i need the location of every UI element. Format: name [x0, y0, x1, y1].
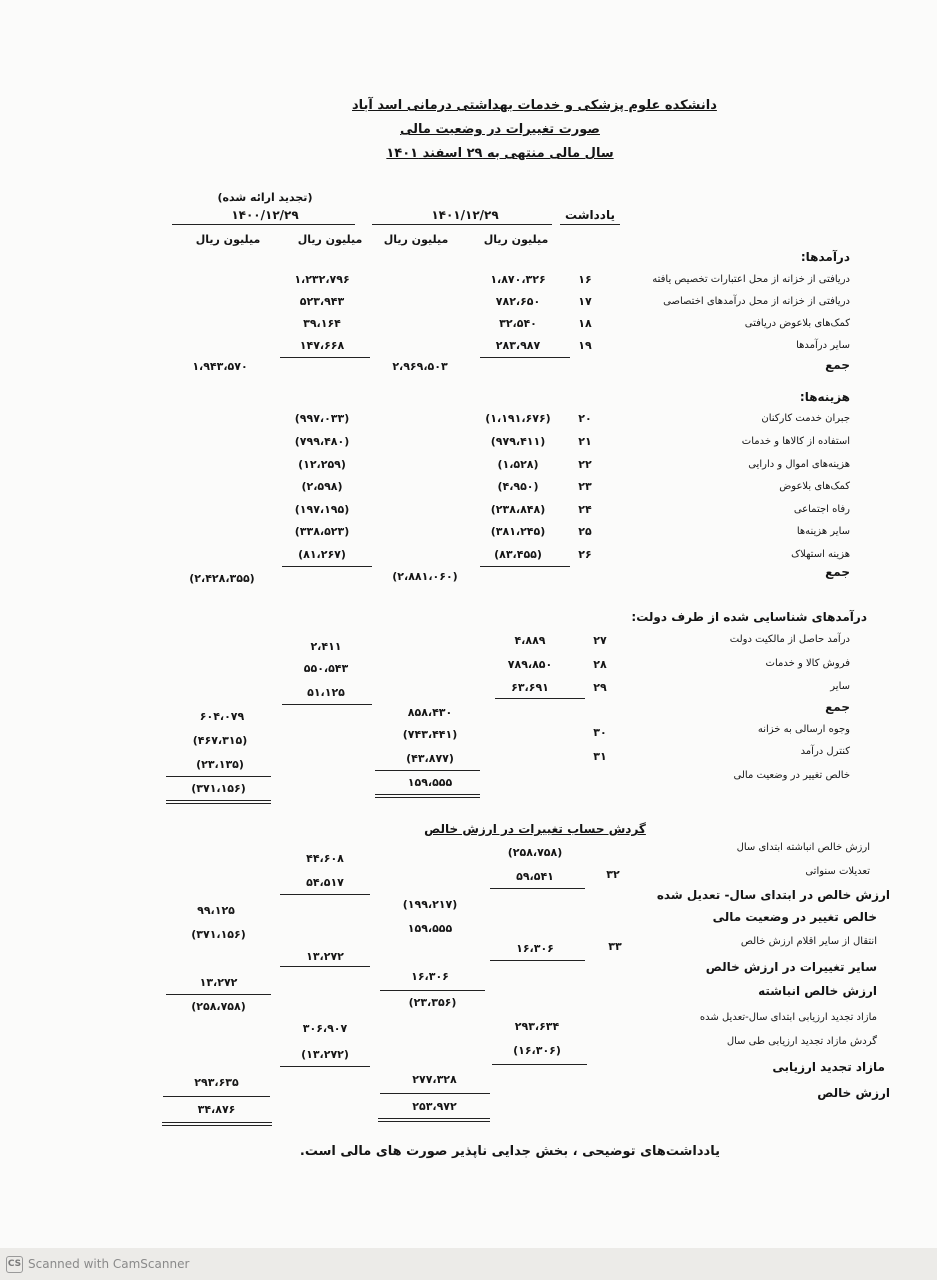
row-note: ۲۷ — [593, 634, 607, 647]
opening-cur-inner: (۲۵۸،۷۵۸) — [507, 846, 563, 859]
unit-prev-outer: میلیون ریال — [195, 233, 261, 246]
restated-label: (تجدید ارائه شده) — [217, 191, 313, 204]
reval-opening-prev-inner: ۳۰۶،۹۰۷ — [302, 1022, 348, 1035]
row-note: ۲۰ — [578, 412, 592, 425]
cur-inner-value: ۶۳،۶۹۱ — [511, 681, 549, 694]
expenses-total-prev: (۲،۴۲۸،۳۵۵) — [189, 572, 255, 585]
other-changes-prev: ۱۳،۲۷۲ — [199, 976, 238, 989]
transfer-items-cur-inner: ۱۶،۳۰۶ — [516, 942, 554, 955]
section-expenses: هزینه‌ها: — [799, 390, 850, 404]
reval-flow-cur-inner: (۱۶،۳۰۶) — [513, 1044, 561, 1057]
accumulated-label: ارزش خالص انباشته — [758, 984, 877, 998]
cur-outer-value: (۷۴۳،۴۴۱) — [402, 728, 458, 741]
row-note: ۱۷ — [578, 295, 592, 308]
row-note: ۱۹ — [578, 339, 592, 352]
reval-flow-prev-inner: (۱۳،۲۷۲) — [301, 1048, 349, 1061]
net-worth-section-title: گردش حساب تغییرات در ارزش خالص — [424, 822, 646, 836]
cur-inner-value: (۹۷۹،۴۱۱) — [490, 435, 546, 448]
row-label: سایر هزینه‌ها — [796, 526, 850, 537]
row-label: سایر درآمدها — [796, 340, 850, 351]
change-cur: ۱۵۹،۵۵۵ — [407, 922, 453, 935]
row-note: ۲۳ — [578, 480, 592, 493]
net-worth-prev: ۳۴،۸۷۶ — [197, 1103, 236, 1116]
prior-adjustments-label: تعدیلات سنواتی — [805, 866, 870, 877]
prev-inner-value: ۳۹،۱۶۴ — [303, 317, 341, 330]
revenues-total-cur: ۲،۹۶۹،۵۰۳ — [392, 360, 448, 373]
statement-title: صورت تغییرات در وضعیت مالی — [400, 122, 600, 137]
cur-inner-value: (۳۸۱،۲۴۵) — [490, 525, 546, 538]
row-label: هزینه استهلاک — [791, 549, 850, 560]
adjusted-opening-label: ارزش خالص در ابتدای سال- تعدیل شده — [656, 888, 890, 902]
cur-inner-value: ۴،۸۸۹ — [514, 634, 546, 647]
transfer-items-prev-inner: ۱۳،۲۷۲ — [306, 950, 344, 963]
row-note: ۲۴ — [578, 503, 592, 516]
prev-inner-value: (۱۲،۲۵۹) — [298, 458, 346, 471]
prev-inner-value: ۵۱،۱۲۵ — [307, 686, 345, 699]
other-changes-cur: ۱۶،۳۰۶ — [411, 970, 449, 983]
reval-surplus-cur: ۲۷۷،۳۲۸ — [412, 1073, 457, 1086]
cur-inner-value: (۸۳،۴۵۵) — [494, 548, 542, 561]
row-label: هزینه‌های اموال و دارایی — [748, 459, 850, 470]
row-label: کمک‌های بلاعوض — [779, 481, 850, 492]
expenses-total-cur: (۲،۸۸۱،۰۶۰) — [392, 570, 458, 583]
note-header: یادداشت — [565, 208, 615, 222]
prev-inner-value: ۵۵۰،۵۴۳ — [303, 662, 349, 675]
gov-total-label: جمع — [825, 700, 850, 714]
adjusted-cur: (۱۹۹،۲۱۷) — [402, 898, 458, 911]
row-label: وجوه ارسالی به خزانه — [757, 724, 850, 735]
footer-note: یادداشت‌های توضیحی ، بخش جدایی ناپذیر صورت های مالی است. — [299, 1144, 720, 1159]
net-change-label: خالص تغییر در وضعیت مالی — [733, 770, 850, 781]
row-note: ۲۶ — [578, 548, 592, 561]
cur-outer-value: (۴۳،۸۷۷) — [406, 752, 454, 765]
row-label: دریافتی از خزانه از محل اعتبارات تخصیص یافته — [652, 274, 850, 285]
adjust-cur-inner: ۵۹،۵۴۱ — [516, 870, 554, 883]
net-worth-label: ارزش خالص — [817, 1086, 890, 1100]
org-title: دانشکده علوم پزشکی و خدمات بهداشتی درمانی اسد آباد — [352, 98, 717, 113]
prev-inner-value: (۷۹۹،۴۸۰) — [294, 435, 350, 448]
cur-inner-value: (۴،۹۵۰) — [497, 480, 539, 493]
accumulated-cur: (۲۳،۳۵۶) — [408, 996, 457, 1009]
prev-inner-value: ۲،۴۱۱ — [310, 640, 342, 653]
row-note: ۱۶ — [578, 273, 592, 286]
revenues-total-label: جمع — [825, 358, 850, 372]
cur-inner-value: ۷۸۲،۶۵۰ — [495, 295, 541, 308]
net-change-label-2: خالص تغییر در وضعیت مالی — [712, 910, 877, 924]
camscanner-logo-icon: CS — [6, 1256, 23, 1273]
expenses-total-label: جمع — [825, 565, 850, 579]
cur-inner-value: ۱،۸۷۰،۳۲۶ — [490, 273, 546, 286]
cur-inner-value: (۱،۱۹۱،۶۷۶) — [485, 412, 551, 425]
period-title: سال مالی منتهی به ۲۹ اسفند ۱۴۰۱ — [386, 146, 614, 161]
row-label: رفاه اجتماعی — [793, 504, 850, 515]
row-note: ۲۱ — [578, 435, 592, 448]
prev-inner-value: (۹۹۷،۰۳۳) — [294, 412, 350, 425]
prev-inner-value: (۳۳۸،۵۲۳) — [294, 525, 350, 538]
cur-inner-value: ۲۸۳،۹۸۷ — [495, 339, 541, 352]
prev-inner-value: (۱۹۷،۱۹۵) — [294, 503, 350, 516]
net-worth-cur: ۲۵۳،۹۷۲ — [412, 1100, 457, 1113]
prev-outer-value: (۲۳،۱۳۵) — [196, 758, 244, 771]
row-label: درآمد حاصل از مالکیت دولت — [729, 634, 850, 645]
unit-cur-inner: میلیون ریال — [483, 233, 549, 246]
row-note: ۳۰ — [593, 726, 607, 739]
scanner-watermark: Scanned with CamScanner — [28, 1257, 190, 1271]
row-note: ۲۹ — [593, 681, 607, 694]
reval-flow-label: گردش مازاد تجدید ارزیابی طی سال — [726, 1036, 877, 1047]
section-revenues: درآمدها: — [800, 250, 850, 264]
net-change-cur: ۱۵۹،۵۵۵ — [407, 776, 453, 789]
prior-adjustments-note: ۳۲ — [606, 868, 620, 881]
cur-inner-value: ۳۲،۵۴۰ — [499, 317, 537, 330]
unit-cur-outer: میلیون ریال — [383, 233, 449, 246]
reval-surplus-label: مازاد تجدید ارزیابی — [772, 1060, 885, 1074]
prev-inner-value: ۱،۲۳۲،۷۹۶ — [294, 273, 350, 286]
reval-opening-cur-inner: ۲۹۳،۶۳۴ — [514, 1020, 560, 1033]
reval-surplus-prev: ۲۹۳،۶۳۵ — [194, 1076, 239, 1089]
prev-inner-value: ۵۲۳،۹۴۳ — [299, 295, 345, 308]
row-note: ۳۱ — [593, 750, 607, 763]
row-label: دریافتی از خزانه از محل درآمدهای اختصاصی — [663, 296, 850, 307]
cur-inner-value: (۱،۵۲۸) — [497, 458, 539, 471]
reval-opening-label: مازاد تجدید ارزیابی ابتدای سال-تعدیل شده — [699, 1012, 877, 1023]
other-changes-label: سایر تغییرات در ارزش خالص — [705, 960, 877, 974]
adjust-prev-inner: ۵۴،۵۱۷ — [306, 876, 344, 889]
row-label: کمک‌های بلاعوض دریافتی — [744, 318, 850, 329]
opening-prev-inner: ۴۴،۶۰۸ — [306, 852, 344, 865]
row-label: استفاده از کالاها و خدمات — [741, 436, 850, 447]
row-label: سایر — [830, 681, 850, 692]
net-change-prev: (۳۷۱،۱۵۶) — [191, 782, 246, 795]
accumulated-prev: (۲۵۸،۷۵۸) — [191, 1000, 246, 1013]
cur-inner-value: ۷۸۹،۸۵۰ — [507, 658, 553, 671]
gov-total-cur: ۸۵۸،۴۳۰ — [407, 706, 453, 719]
transfer-items-label: انتقال از سایر اقلام ارزش خالص — [740, 936, 877, 947]
row-label: فروش کالا و خدمات — [765, 658, 850, 669]
unit-prev-inner: میلیون ریال — [297, 233, 363, 246]
row-label: جبران خدمت کارکنان — [761, 413, 850, 424]
transfer-items-note: ۳۳ — [608, 940, 622, 953]
prev-outer-value: (۴۶۷،۳۱۵) — [192, 734, 248, 747]
revenues-total-prev: ۱،۹۴۳،۵۷۰ — [192, 360, 248, 373]
year-prev-header: ۱۴۰۰/۱۲/۲۹ — [231, 208, 299, 222]
adjusted-prev: ۹۹،۱۲۵ — [197, 904, 235, 917]
prev-inner-value: (۸۱،۲۶۷) — [298, 548, 346, 561]
prev-inner-value: (۲،۵۹۸) — [301, 480, 343, 493]
prev-inner-value: ۱۴۷،۶۶۸ — [299, 339, 345, 352]
row-note: ۲۸ — [593, 658, 607, 671]
gov-total-prev: ۶۰۴،۰۷۹ — [199, 710, 245, 723]
opening-net-worth-label: ارزش خالص انباشته ابتدای سال — [736, 842, 870, 853]
row-label: کنترل درآمد — [800, 746, 850, 757]
row-note: ۱۸ — [578, 317, 592, 330]
change-prev: (۳۷۱،۱۵۶) — [191, 928, 246, 941]
row-note: ۲۵ — [578, 525, 592, 538]
section-gov-revenues: درآمدهای شناسایی شده از طرف دولت: — [631, 610, 867, 624]
year-cur-header: ۱۴۰۱/۱۲/۲۹ — [431, 208, 499, 222]
row-note: ۲۲ — [578, 458, 592, 471]
cur-inner-value: (۲۳۸،۸۴۸) — [490, 503, 546, 516]
